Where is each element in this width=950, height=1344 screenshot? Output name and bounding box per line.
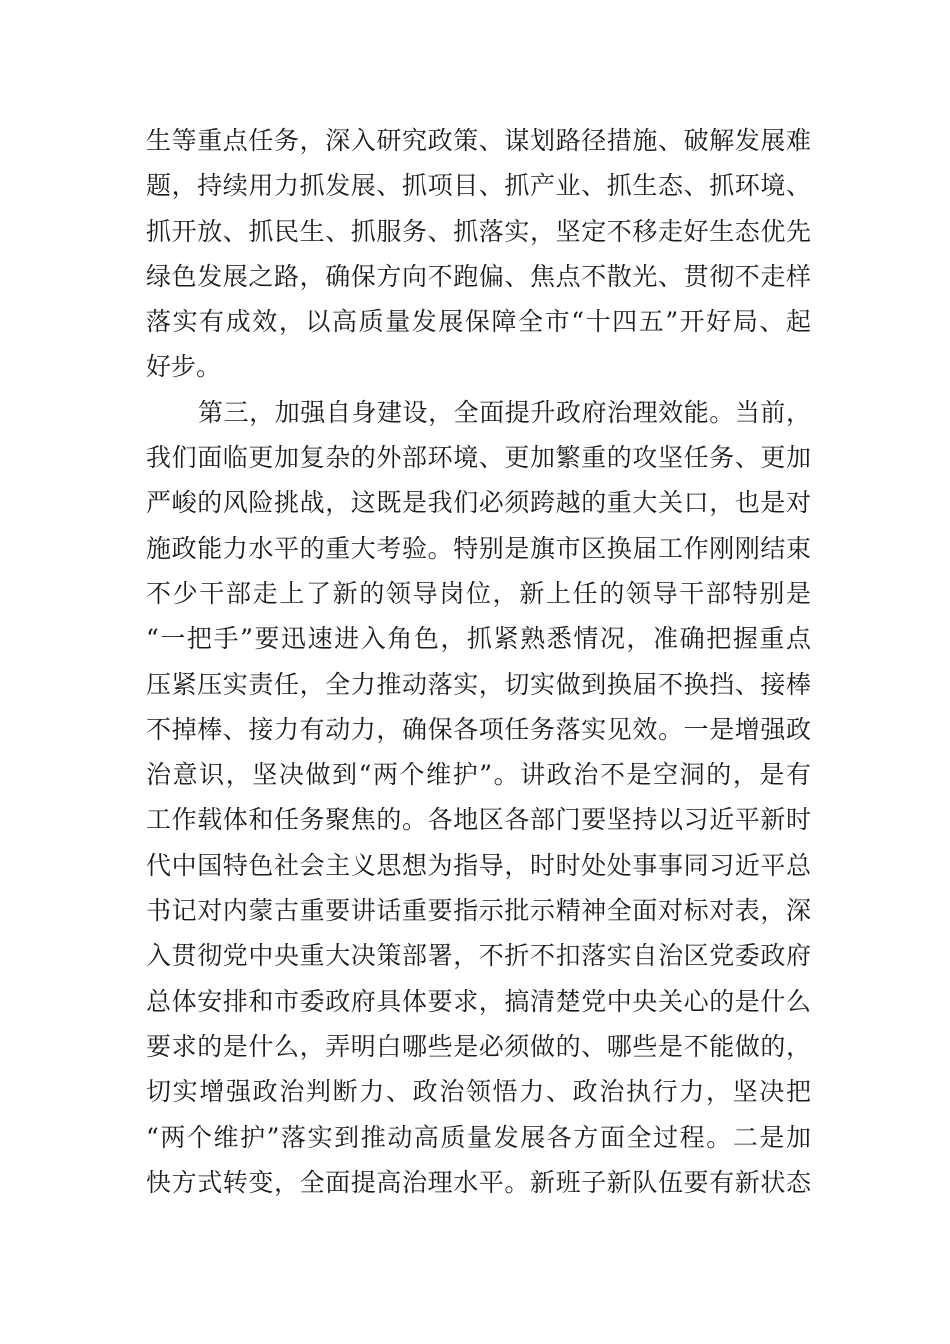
text-line: 压紧压实责任，全力推动落实，切实做到换届不换挡、接棒 xyxy=(146,669,811,699)
text-line: 施政能力水平的重大考验。特别是旗市区换届工作刚刚结束 xyxy=(146,533,811,563)
text-line: 严峻的风险挑战，这既是我们必须跨越的重大关口，也是对 xyxy=(146,488,811,518)
text-line: 工作载体和任务聚焦的。各地区各部门要坚持以习近平新时 xyxy=(146,805,811,835)
text-line: 题，持续用力抓发展、抓项目、抓产业、抓生态、抓环境、 xyxy=(146,171,811,201)
text-line: “一把手”要迅速进入角色，抓紧熟悉情况，准确把握重点 xyxy=(146,624,811,654)
text-line: 不少干部走上了新的领导岗位，新上任的领导干部特别是 xyxy=(146,578,811,608)
text-line: 书记对内蒙古重要讲话重要指示批示精神全面对标对表，深 xyxy=(146,896,811,926)
paragraph-start-line: 第三，加强自身建设，全面提升政府治理效能。当前， xyxy=(198,397,811,427)
text-line: 落实有成效，以高质量发展保障全市“十四五”开好局、起 xyxy=(146,307,811,337)
text-line: 入贯彻党中央重大决策部署，不折不扣落实自治区党委政府 xyxy=(146,941,811,971)
body-text xyxy=(146,118,811,1205)
text-line: 总体安排和市委政府具体要求，搞清楚党中央关心的是什么 xyxy=(146,986,811,1016)
text-line: “两个维护”落实到推动高质量发展各方面全过程。二是加 xyxy=(146,1122,811,1152)
text-line: 不掉棒、接力有动力，确保各项任务落实见效。一是增强政 xyxy=(146,714,811,744)
text-line: 生等重点任务，深入研究政策、谋划路径措施、破解发展难 xyxy=(146,126,811,155)
text-line: 绿色发展之路，确保方向不跑偏、焦点不散光、贯彻不走样 xyxy=(146,261,811,291)
text-line: 切实增强政治判断力、政治领悟力、政治执行力，坚决把 xyxy=(146,1077,811,1107)
text-line: 好步。 xyxy=(146,352,222,382)
text-line: 我们面临更加复杂的外部环境、更加繁重的攻坚任务、更加 xyxy=(146,443,811,473)
text-line: 抓开放、抓民生、抓服务、抓落实，坚定不移走好生态优先 xyxy=(146,216,811,246)
text-line: 代中国特色社会主义思想为指导，时时处处事事同习近平总 xyxy=(146,850,811,880)
text-line: 快方式转变，全面提高治理水平。新班子新队伍要有新状态 xyxy=(146,1167,811,1197)
text-line: 要求的是什么，弄明白哪些是必须做的、哪些是不能做的， xyxy=(146,1031,811,1061)
text-line: 治意识，坚决做到“两个维护”。讲政治不是空洞的，是有 xyxy=(146,760,811,790)
